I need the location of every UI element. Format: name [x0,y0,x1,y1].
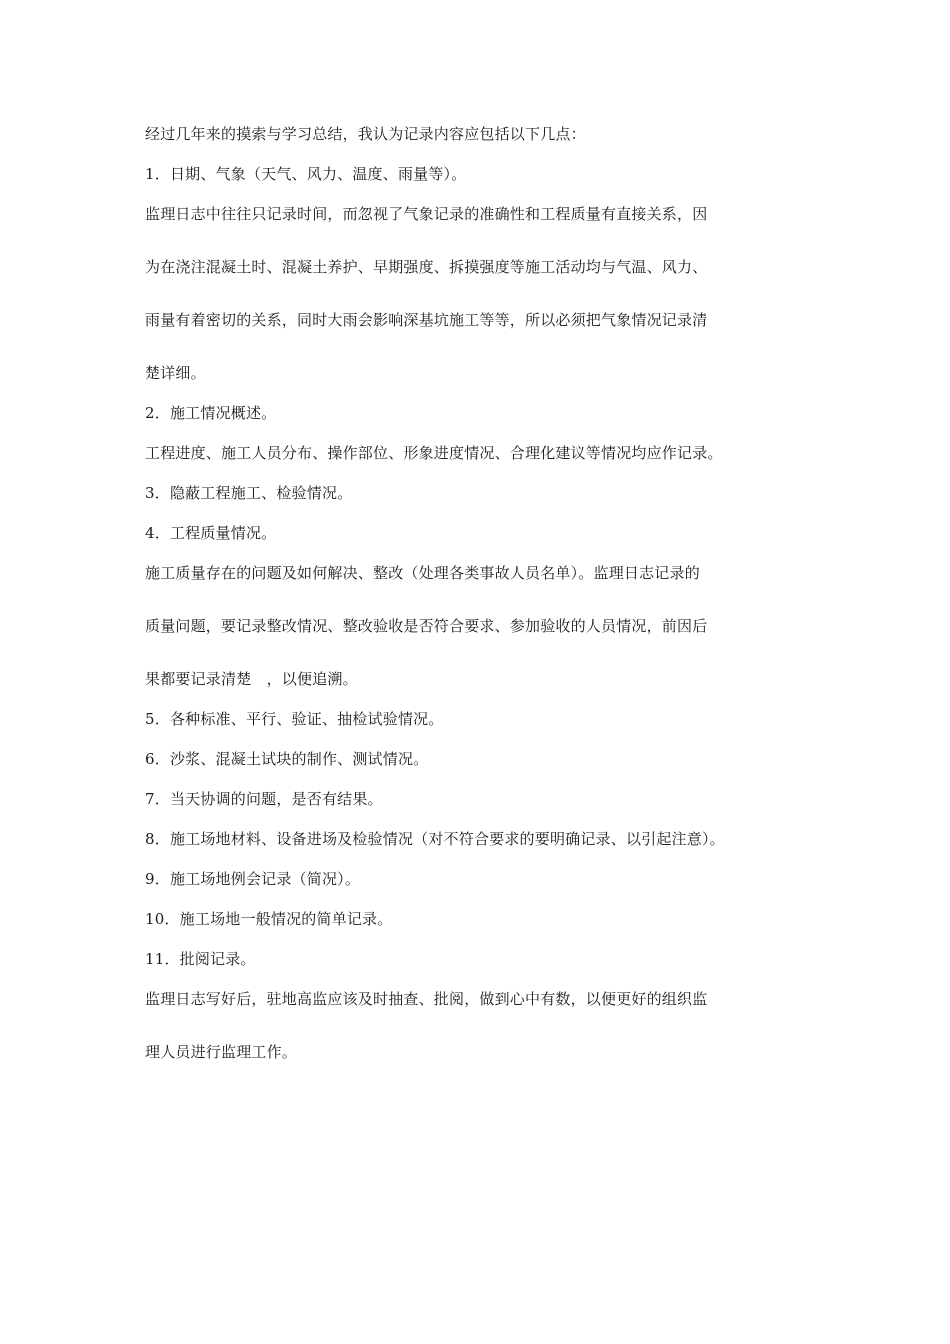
item-1-heading: 1．日期、气象（天气、风力、温度、雨量等）。 [145,165,467,183]
item-7-heading: 7．当天协调的问题，是否有结果。 [145,790,383,808]
item-8-heading: 8．施工场地材料、设备进场及检验情况（对不符合要求的要明确记录、以引起注意）。 [145,830,725,848]
item-1-paragraph-line: 雨量有着密切的关系，同时大雨会影响深基坑施工等等，所以必须把气象情况记录清 [145,311,708,329]
item-1-paragraph-line: 为在浇注混凝土时、混凝土养护、早期强度、拆摸强度等施工活动均与气温、风力、 [145,258,708,276]
item-6-heading: 6．沙浆、混凝土试块的制作、测试情况。 [145,750,429,768]
item-2-heading: 2．施工情况概述。 [145,404,277,422]
item-2-paragraph-line: 工程进度、施工人员分布、操作部位、形象进度情况、合理化建议等情况均应作记录。 [145,444,723,462]
item-1-paragraph-line: 楚详细。 [145,364,206,382]
item-4-heading: 4．工程质量情况。 [145,524,277,542]
item-11-paragraph-line: 理人员进行监理工作。 [145,1043,298,1061]
item-3-heading: 3．隐蔽工程施工、检验情况。 [145,484,353,502]
item-5-heading: 5．各种标准、平行、验证、抽检试验情况。 [145,710,444,728]
intro-line: 经过几年来的摸索与学习总结，我认为记录内容应包括以下几点： [145,125,586,143]
item-10-heading: 10．施工场地一般情况的简单记录。 [145,910,393,928]
item-4-paragraph-line: 施工质量存在的问题及如何解决、整改（处理各类事故人员名单）。监理日志记录的 [145,564,700,582]
item-11-heading: 11．批阅记录。 [145,950,256,968]
item-9-heading: 9．施工场地例会记录（简况）。 [145,870,361,888]
item-1-paragraph-line: 监理日志中往往只记录时间，而忽视了气象记录的准确性和工程质量有直接关系，因 [145,205,708,223]
item-4-paragraph-line: 果都要记录清楚 ，以便追溯。 [145,670,358,688]
document-body [145,124,825,1062]
item-4-paragraph-line: 质量问题，要记录整改情况、整改验收是否符合要求、参加验收的人员情况，前因后 [145,617,708,635]
item-11-paragraph-line: 监理日志写好后，驻地高监应该及时抽查、批阅，做到心中有数，以便更好的组织监 [145,990,708,1008]
